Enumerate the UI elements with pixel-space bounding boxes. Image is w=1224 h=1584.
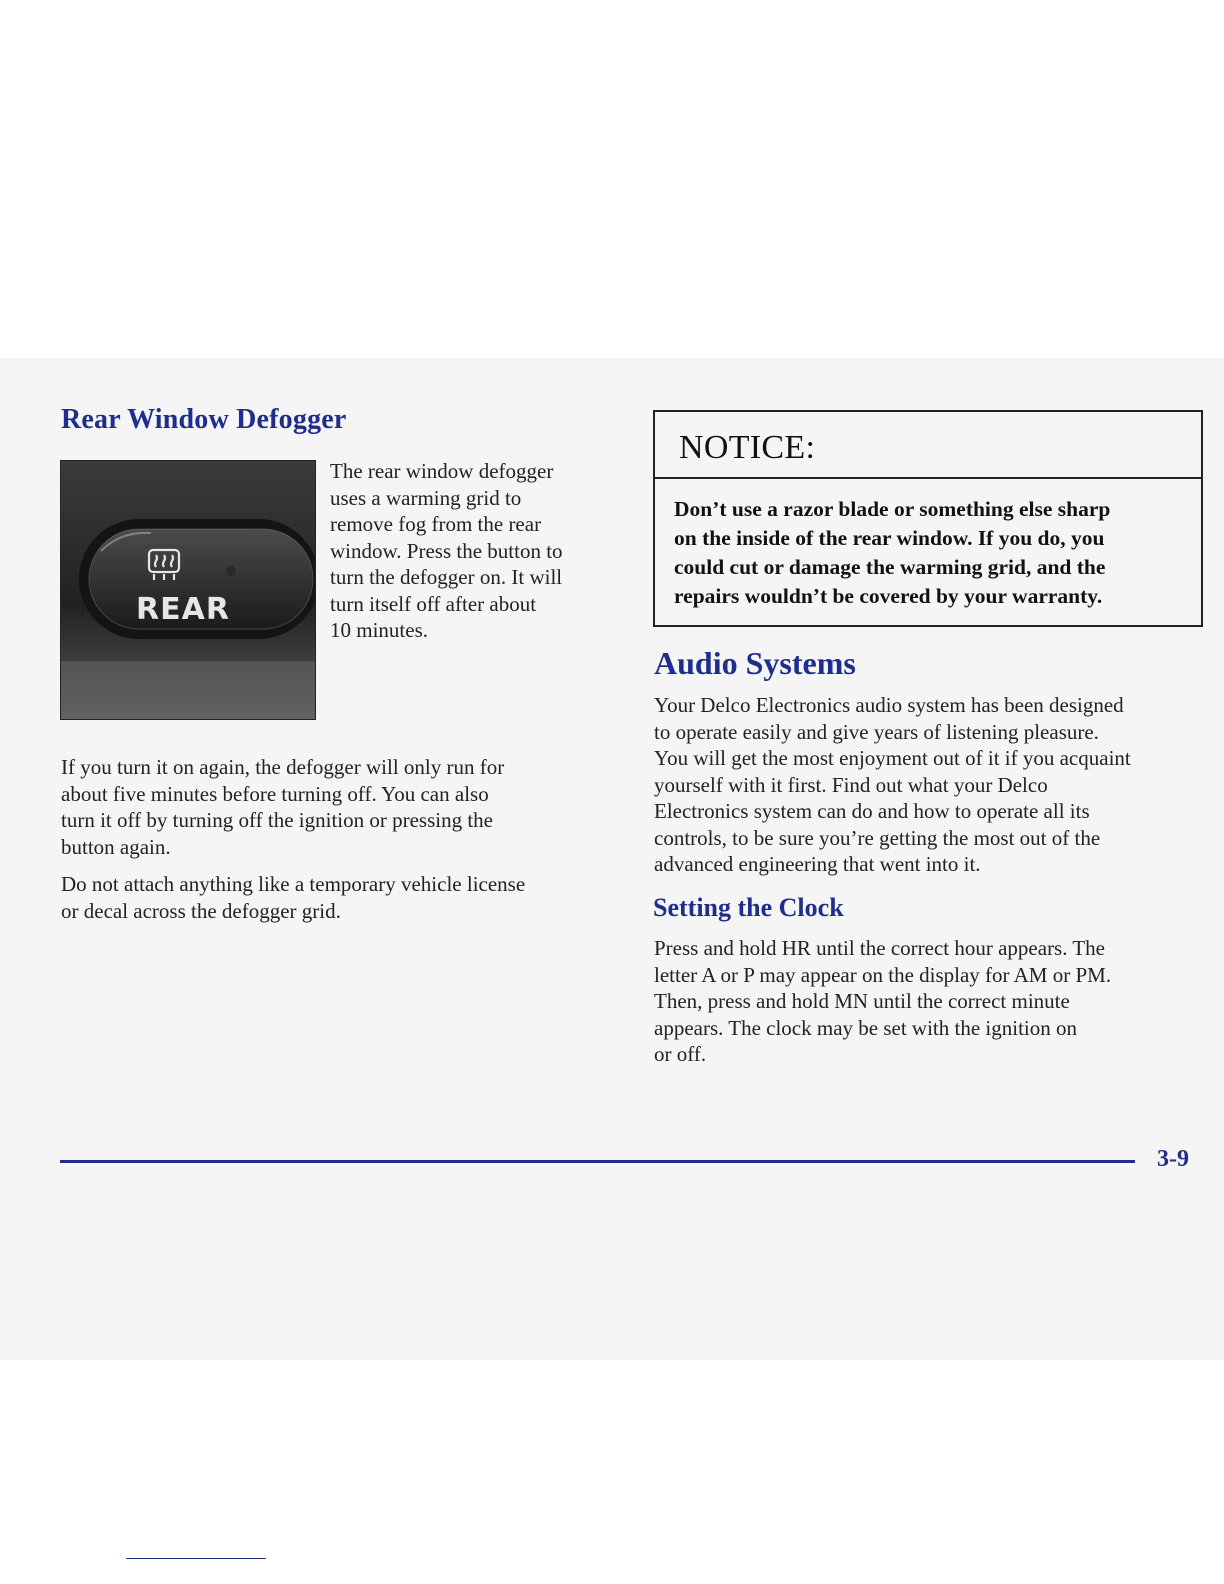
text-line: or off. <box>654 1042 707 1066</box>
rear-defogger-heading: Rear Window Defogger <box>61 404 347 435</box>
rear-defogger-intro <box>330 458 610 644</box>
text-line: turn the defogger on. It will <box>330 565 563 589</box>
text-line: Electronics system can do and how to operate all its <box>654 799 1090 823</box>
text-line: letter A or P may appear on the display for AM or PM. <box>654 962 1112 987</box>
audio-systems-heading: Audio Systems <box>654 645 856 681</box>
setting-clock-paragraph <box>654 935 1194 1068</box>
text-line: Then, press and hold MN until the correct minute <box>654 989 1070 1013</box>
notice-title: NOTICE: <box>655 412 1201 479</box>
text-line: about five minutes before turning off. You can also <box>61 781 489 806</box>
rear-defogger-rerun-paragraph <box>61 754 621 860</box>
audio-systems-paragraph <box>654 692 1214 878</box>
setting-clock-heading: Setting the Clock <box>653 893 844 922</box>
text-line: uses a warming grid to <box>330 485 522 510</box>
text-line: 10 minutes. <box>330 618 428 642</box>
text-line: controls, to be sure you’re getting the most out of the <box>654 825 1101 850</box>
text-line: to operate easily and give years of listening pleasure. <box>654 719 1099 744</box>
text-line: repairs wouldn’t be covered by your warranty. <box>674 584 1103 608</box>
notice-body <box>674 495 1184 611</box>
defogger-photo-illustration <box>61 461 316 720</box>
text-line: advanced engineering that went into it. <box>654 852 981 876</box>
rear-defogger-button-photo <box>60 460 316 720</box>
text-line: appears. The clock may be set with the ignition on <box>654 1015 1078 1040</box>
text-line: remove fog from the rear <box>330 512 542 536</box>
text-line: The rear window defogger <box>330 459 554 483</box>
footer-rule <box>60 1160 1135 1163</box>
text-line: window. Press the button to <box>330 538 563 563</box>
text-line: You will get the most enjoyment out of it if you acquaint <box>654 746 1131 770</box>
text-line: or decal across the defogger grid. <box>61 898 341 923</box>
text-line: Do not attach anything like a temporary vehicle license <box>61 872 526 896</box>
text-line: Your Delco Electronics audio system has been designed <box>654 693 1124 717</box>
decorative-rule <box>126 1558 266 1559</box>
rear-defogger-attach-paragraph <box>61 871 621 924</box>
text-line: on the inside of the rear window. If you do, you <box>674 526 1105 550</box>
notice-box <box>653 410 1203 627</box>
text-line: could cut or damage the warming grid, and the <box>674 555 1106 579</box>
text-line: turn it off by turning off the ignition or pressing the <box>61 808 494 832</box>
text-line: turn itself off after about <box>330 591 537 616</box>
page-number: 3-9 <box>1157 1146 1189 1172</box>
text-line: If you turn it on again, the defogger will only run for <box>61 755 505 779</box>
text-line: Press and hold HR until the correct hour appears. The <box>654 936 1105 960</box>
text-line: yourself with it first. Find out what your Delco <box>654 772 1048 797</box>
text-line: button again. <box>61 834 171 859</box>
rear-button-label: REAR <box>136 592 230 627</box>
text-line: Don’t use a razor blade or something else sharp <box>674 497 1111 521</box>
